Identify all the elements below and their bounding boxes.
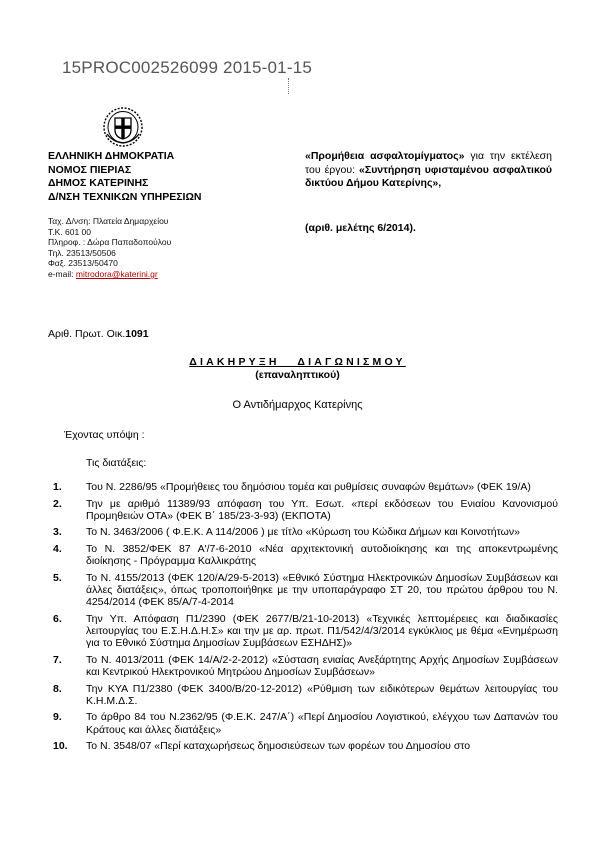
- item-text: Του Ν. 2286/95 «Προμήθειες του δημόσιου τομέα και ρυθμίσεις συναφών θεμάτων» (ΦΕΚ 19/Α): [86, 481, 531, 493]
- item-number: 4.: [53, 542, 62, 555]
- subject-text: για την εκτέλεση του έργου:: [305, 150, 553, 176]
- subject-title: «Προμήθεια ασφαλτομίγματος»: [305, 150, 465, 162]
- item-text: Το άρθρο 84 του Ν.2362/95 (Φ.Ε.Κ. 247/Α΄) «Περί Δημοσίου Λογιστικού, ελέγχου των Δαπανών του Κράτους και άλλες διατάξεις»: [86, 711, 558, 736]
- document-id: 15PROC002526099 2015-01-15: [62, 58, 312, 77]
- item-text: Την Υπ. Απόφαση Π1/2390 (ΦΕΚ 2677/Β/21-10-2013) «Τεχνικές λεπτομέρειες και διαδικασίες λειτουργίας του Ε.Σ.Η.Δ.Η.Σ» και την με αρ. πρωτ. Π1/542/4/3/2014 εγκύκλιος με θέμα «Ενημέρωση για το Εθνικό Σύστημα Δημοσίων Συμβάσεων ΕΣΗΔΗΣ)»: [86, 612, 558, 650]
- issuer-department: Δ/ΝΣΗ ΤΕΧΝΙΚΩΝ ΥΠΗΡΕΣΙΩΝ: [48, 190, 202, 203]
- contact-postcode: Τ.Κ. 601 00: [48, 226, 92, 237]
- list-item: [53, 740, 558, 752]
- study-reference: (αριθ. μελέτης 6/2014).: [305, 222, 416, 234]
- list-item: [53, 711, 558, 735]
- protocol-value: 1091: [125, 328, 149, 340]
- contact-address: Ταχ. Δ/νση: Πλατεία Δημαρχείου: [48, 216, 169, 226]
- list-item: [53, 526, 558, 538]
- issuer-header: [48, 150, 201, 204]
- protocol-number: [48, 328, 149, 340]
- item-text: Την με αριθμό 11389/93 απόφαση του Υπ. Εσωτ. «περί εκδόσεων του Ενιαίου Κανονισμού Προμηθειών ΟΤΑ» (ΦΕΚ Β΄ 185/23-3-93) (ΕΚΠΟΤΑ): [86, 497, 558, 522]
- considering-label: Έχοντας υπόψη :: [64, 429, 145, 441]
- contact-block: [48, 216, 171, 280]
- item-text: Το Ν. 4013/2011 (ΦΕΚ 14/Α/2-2-2012) «Σύσταση ενιαίας Ανεξάρτητης Αρχής Δημοσίων Συμβάσεων και Κεντρικού Ηλεκτρονικού Μητρώου Δημοσίων Συμβάσεων»: [86, 653, 558, 678]
- item-number: 8.: [53, 682, 62, 695]
- issuer-prefecture: ΝΟΜΟΣ ΠΙΕΡΙΑΣ: [48, 163, 132, 176]
- document-title: ΔΙΑΚΗΡΥΞΗ ΔΙΑΓΩΝΙΣΜΟΥ: [189, 356, 406, 368]
- contact-phone: Τηλ. 23513/50506: [48, 247, 116, 258]
- item-number: 6.: [53, 612, 62, 625]
- item-text: Το Ν. 3852/ΦΕΚ 87 Α'/7-6-2010 «Νέα αρχιτεκτονική αυτοδιοίκησης και της αποκεντρωμένης διοίκησης - Πρόγραμμα Καλλικράτης: [86, 542, 558, 568]
- item-text: Το Ν. 3463/2006 ( Φ.Ε.Κ. Α 114/2006 ) με τίτλο «Κύρωση του Κώδικα Δήμων και Κοινοτήτων»: [86, 526, 520, 539]
- provisions-list: [53, 481, 558, 757]
- item-text: Την ΚΥΑ Π1/2380 (ΦΕΚ 3400/Β/20-12-2012) «Ρύθμιση των ειδικότερων θεμάτων λειτουργίας του Κ.Η.Μ.Δ.Σ.: [86, 682, 558, 707]
- contact-email-label: e-mail:: [48, 268, 76, 279]
- item-number: 1.: [53, 481, 62, 493]
- item-text: Το Ν. 4155/2013 (ΦΕΚ 120/Α/29-5-2013) «Εθνικό Σύστημα Ηλεκτρονικών Δημοσίων Συμβάσεων και άλλες διατάξεις», όπως τροποποιήθηκε με την υποπαράγραφο ΣΤ 20, του πρώτου άρθρου του Ν. 4254/2014 (ΦΕΚ 85/Α/7-4-2014: [86, 571, 558, 609]
- list-item: [53, 613, 558, 650]
- item-number: 7.: [53, 653, 62, 666]
- list-item: [53, 683, 558, 707]
- document-id-marker: [288, 78, 291, 94]
- list-item: [53, 498, 558, 522]
- subject-block: [305, 150, 552, 191]
- list-item: [53, 481, 558, 493]
- list-item: [53, 572, 558, 609]
- list-item: [53, 543, 558, 567]
- provisions-label: Τις διατάξεις:: [86, 457, 147, 469]
- item-number: 5.: [53, 571, 62, 584]
- issuer-country: ΕΛΛΗΝΙΚΗ ΔΗΜΟΚΡΑΤΙΑ: [48, 150, 175, 162]
- protocol-label: Αριθ. Πρωτ. Οικ.: [48, 328, 126, 340]
- contact-email-row: [48, 269, 171, 280]
- item-number: 3.: [53, 526, 62, 539]
- item-number: 9.: [53, 711, 62, 724]
- item-text: Το Ν. 3548/07 «Περί καταχωρήσεως δημοσιεύσεων των φορέων του Δημοσίου στο: [86, 740, 471, 753]
- issuer-municipality: ΔΗΜΟΣ ΚΑΤΕΡΙΝΗΣ: [48, 177, 149, 189]
- contact-email-link[interactable]: mitrodora@katerini.gr: [75, 268, 158, 279]
- contact-fax: Φαξ. 23513/50470: [48, 258, 118, 269]
- item-number: 10.: [53, 740, 68, 753]
- greek-emblem-icon: [101, 106, 145, 148]
- list-item: [53, 654, 558, 678]
- contact-person: Πληροφ. : Δώρα Παπαδοπούλου: [48, 237, 172, 248]
- project-title: «Συντήρηση υφισταμένου ασφαλτικού δικτύου Δήμου Κατερίνης»,: [305, 163, 552, 189]
- issuing-official: Ο Αντιδήμαρχος Κατερίνης: [232, 399, 363, 411]
- document-subtitle: (επαναληπτικού): [255, 369, 340, 381]
- item-number: 2.: [53, 497, 62, 510]
